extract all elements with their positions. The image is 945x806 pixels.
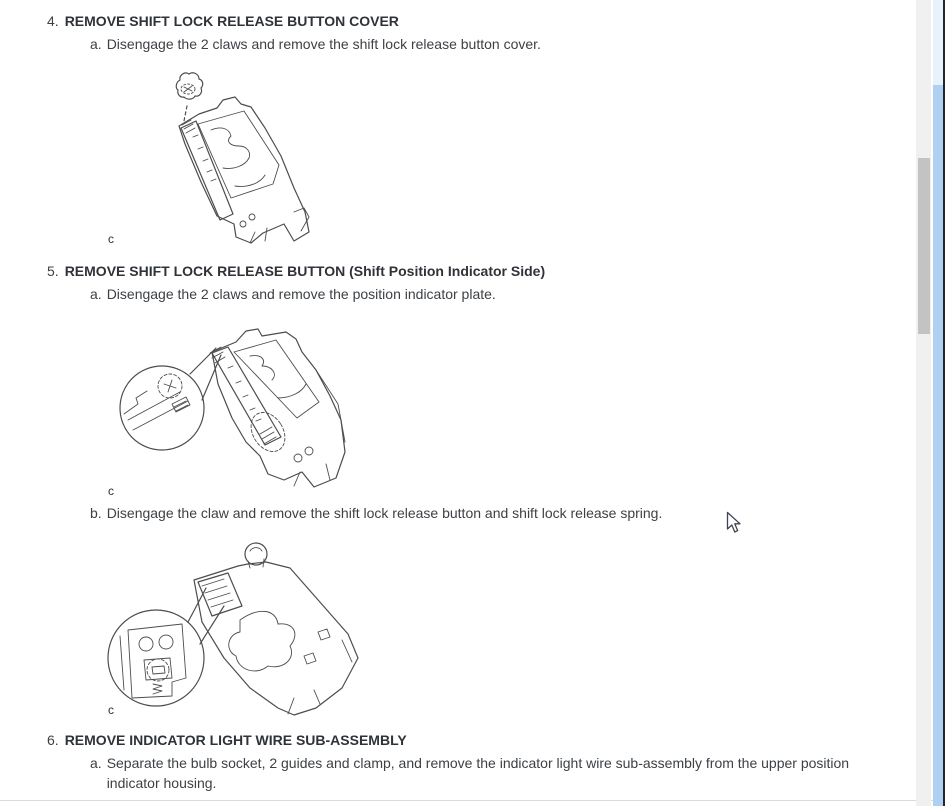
step-title: REMOVE SHIFT LOCK RELEASE BUTTON COVER <box>64 13 399 29</box>
figure-label: c <box>108 484 114 498</box>
figure-label: c <box>108 232 114 246</box>
window-scrollbar-strip[interactable] <box>933 0 943 806</box>
substep-text: Disengage the 2 claws and remove the position indicator plate. <box>106 286 496 302</box>
step-number: 6. <box>47 732 59 748</box>
inner-scrollbar-track[interactable] <box>916 0 931 806</box>
line-drawing-console-cover <box>95 66 345 248</box>
step-number: 4. <box>47 13 59 29</box>
step-6-heading <box>47 732 407 748</box>
step-4-heading <box>47 13 399 29</box>
step-4a <box>90 34 541 54</box>
line-drawing-button-spring <box>90 538 375 718</box>
step-5b <box>90 503 662 523</box>
figure-position-indicator-plate <box>100 322 360 498</box>
window-scrollbar-track-top[interactable] <box>933 0 943 85</box>
figure-label: c <box>108 703 114 717</box>
step-5-heading <box>47 263 545 279</box>
substep-letter: b. <box>90 505 102 521</box>
step-title: REMOVE INDICATOR LIGHT WIRE SUB-ASSEMBLY <box>64 732 407 748</box>
step-title: REMOVE SHIFT LOCK RELEASE BUTTON (Shift Position Indicator Side) <box>64 263 546 279</box>
figure-shift-lock-cover <box>95 66 345 248</box>
step-6a <box>90 753 862 793</box>
substep-text: Separate the bulb socket, 2 guides and clamp, and remove the indicator light wire sub-assembly from the upper position indicator housing. <box>106 755 850 791</box>
line-drawing-indicator-plate <box>100 322 360 498</box>
substep-letter: a. <box>90 286 102 302</box>
step-5a <box>90 284 496 304</box>
substep-text: Disengage the claw and remove the shift lock release button and shift lock release spring. <box>106 505 663 521</box>
step-number: 5. <box>47 263 59 279</box>
figure-shift-lock-button-spring <box>90 538 375 718</box>
inner-scrollbar-thumb[interactable] <box>918 158 930 334</box>
substep-text: Disengage the 2 claws and remove the shift lock release button cover. <box>106 36 541 52</box>
mouse-cursor-icon <box>726 511 742 534</box>
substep-letter: a. <box>90 755 102 771</box>
substep-letter: a. <box>90 36 102 52</box>
section-divider <box>0 800 933 801</box>
